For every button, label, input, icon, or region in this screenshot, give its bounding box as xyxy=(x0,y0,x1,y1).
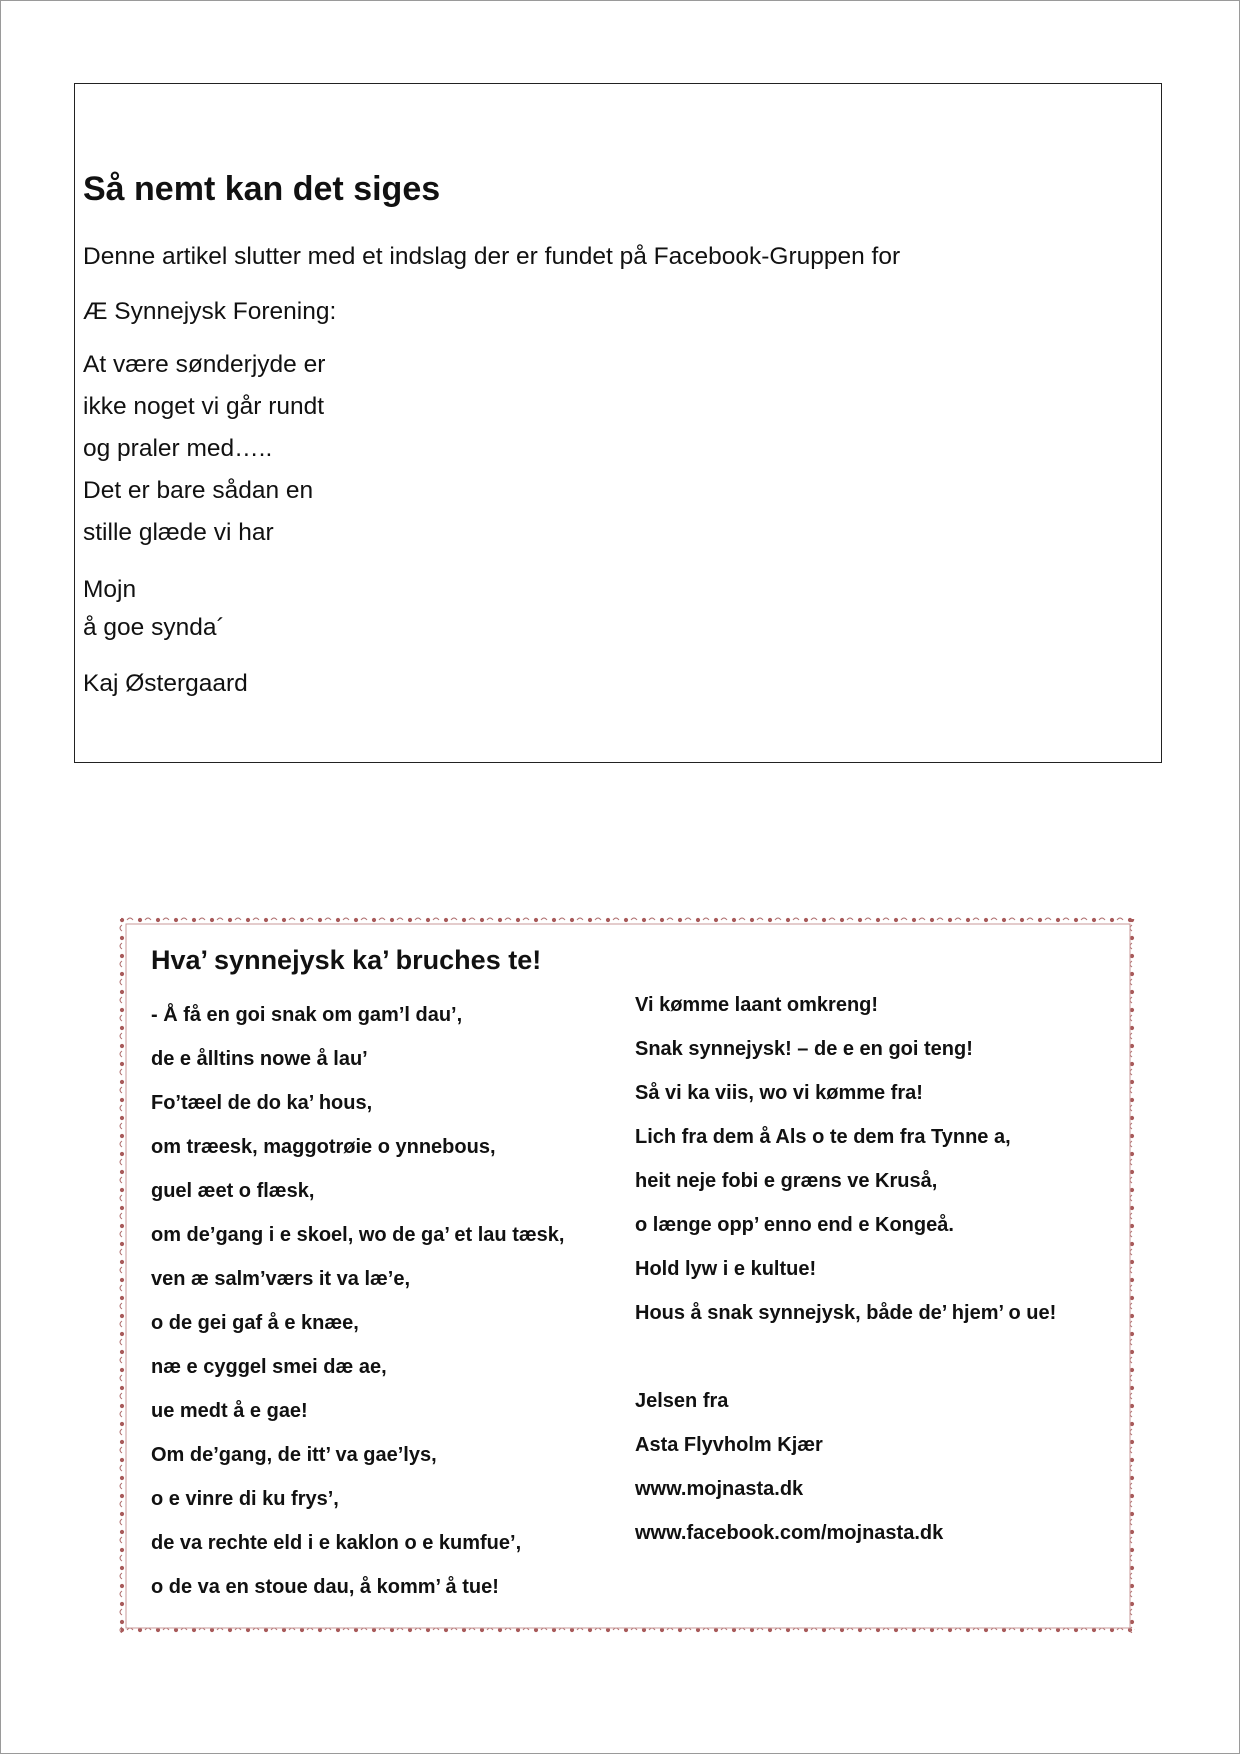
signoff-line: å goe synda´ xyxy=(83,614,225,641)
signature-greeting: Jelsen fra xyxy=(635,1390,729,1412)
article-box xyxy=(74,83,1162,763)
poem-line: o de gei gaf å e knæe, xyxy=(151,1312,359,1334)
poem-line: heit neje fobi e græns ve Kruså, xyxy=(635,1170,938,1192)
poem-line: Det er bare sådan en xyxy=(83,477,314,504)
poem-left-column xyxy=(151,993,564,1609)
poem-right-column xyxy=(635,983,1056,1555)
quoted-poem xyxy=(83,344,325,554)
poem-line: de va rechte eld i e kaklon o e kumfue’, xyxy=(151,1532,522,1554)
poem-line: o e vinre di ku frys’, xyxy=(151,1488,339,1510)
poem-line: næ e cyggel smei dæ ae, xyxy=(151,1356,387,1378)
intro-line-2: Æ Synnejysk Forening: xyxy=(83,298,337,325)
poem-line: stille glæde vi har xyxy=(83,519,274,546)
poem-box xyxy=(117,915,1139,1637)
poem-line: At være sønderjyde er xyxy=(83,351,326,378)
poem-title: Hva’ synnejysk ka’ bruches te! xyxy=(151,945,542,975)
poem-line: ven æ salm’værs it va læ’e, xyxy=(151,1268,411,1290)
poem-line: Snak synnejysk! – de e en goi teng! xyxy=(635,1038,973,1060)
poem-line: ikke noget vi går rundt xyxy=(83,393,325,420)
poem-line: guel æet o flæsk, xyxy=(151,1180,315,1202)
poem-line: o de va en stoue dau, å komm’ å tue! xyxy=(151,1576,499,1598)
article-title: Så nemt kan det siges xyxy=(83,170,441,208)
poem-line: om de’gang i e skoel, wo de ga’ et lau tæsk, xyxy=(151,1224,565,1246)
poem-line: Om de’gang, de itt’ va gae’lys, xyxy=(151,1444,437,1466)
poem-line: Hold lyw i e kultue! xyxy=(635,1258,817,1280)
signoff-line: Mojn xyxy=(83,576,137,603)
poem-line: om træesk, maggotrøie o ynnebous, xyxy=(151,1136,496,1158)
intro-line-1: Denne artikel slutter med et indslag der er fundet på Facebook-Gruppen for xyxy=(83,243,901,270)
poem-line: Fo’tæel de do ka’ hous, xyxy=(151,1092,373,1114)
signature-name: Asta Flyvholm Kjær xyxy=(635,1434,823,1456)
article-author: Kaj Østergaard xyxy=(83,670,248,697)
spacer xyxy=(635,1335,1056,1379)
poem-line: o længe opp’ enno end e Kongeå. xyxy=(635,1214,954,1236)
poem-line: - Å få en goi snak om gam’l dau’, xyxy=(151,1004,463,1026)
signoff xyxy=(83,571,225,647)
facebook-link[interactable]: www.facebook.com/mojnasta.dk xyxy=(635,1522,944,1544)
poem-line: Så vi ka viis, wo vi kømme fra! xyxy=(635,1082,923,1104)
poem-line: ue medt å e gae! xyxy=(151,1400,308,1422)
poem-line: og praler med….. xyxy=(83,435,273,462)
poem-line: Lich fra dem å Als o te dem fra Tynne a, xyxy=(635,1126,1011,1148)
poem-line: de e ålltins nowe å lau’ xyxy=(151,1048,368,1070)
website-link[interactable]: www.mojnasta.dk xyxy=(635,1478,804,1500)
poem-line: Hous å snak synnejysk, både de’ hjem’ o ue! xyxy=(635,1302,1057,1324)
poem-line: Vi kømme laant omkreng! xyxy=(635,994,879,1016)
